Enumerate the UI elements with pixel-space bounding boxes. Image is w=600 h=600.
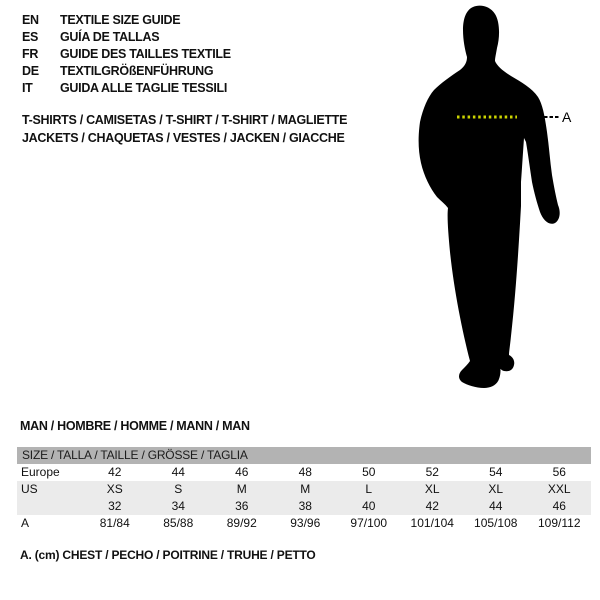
section-title-man: MAN / HOMBRE / HOMME / MANN / MAN [20, 419, 250, 433]
man-silhouette-shape [419, 6, 560, 388]
table-row-chest-a [17, 515, 591, 532]
measure-label-a: A [562, 109, 572, 125]
size-cell: 105/108 [474, 516, 518, 530]
size-cell: 85/88 [163, 516, 194, 530]
row-label [17, 498, 83, 515]
row-label: A [21, 516, 30, 530]
size-cell: 101/104 [410, 516, 454, 530]
size-cell: M [236, 482, 247, 496]
size-cell: 38 [298, 499, 312, 513]
language-row [22, 29, 231, 46]
row-label: Europe [21, 465, 60, 479]
size-cell: 32 [108, 499, 122, 513]
measure-footnote: A. (cm) CHEST / PECHO / POITRINE / TRUHE / PETTO [20, 548, 316, 562]
size-cell: 44 [171, 465, 185, 479]
language-label: TEXTILE SIZE GUIDE [60, 13, 181, 27]
category-tshirts: T-SHIRTS / CAMISETAS / T-SHIRT / T-SHIRT / MAGLIETTE [22, 113, 348, 127]
category-jackets: JACKETS / CHAQUETAS / VESTES / JACKEN / GIACCHE [22, 131, 345, 145]
language-code: IT [22, 81, 33, 95]
size-cell: XL [424, 482, 440, 496]
language-code: EN [22, 13, 39, 27]
size-cell: S [174, 482, 183, 496]
language-row [22, 12, 231, 29]
size-cell: 56 [552, 465, 566, 479]
table-row-numeric [17, 498, 591, 515]
size-cell: XXL [547, 482, 571, 496]
size-cell: 48 [298, 465, 312, 479]
size-cell: 46 [235, 465, 249, 479]
size-cell: 44 [489, 499, 503, 513]
size-cell: 109/112 [538, 516, 581, 530]
language-row [22, 63, 231, 80]
language-label: GUÍA DE TALLAS [60, 30, 160, 44]
size-cell: 97/100 [350, 516, 388, 530]
size-cell: 93/96 [290, 516, 321, 530]
language-label: TEXTILGRÖßENFÜHRUNG [60, 64, 214, 78]
size-cell: 42 [108, 465, 122, 479]
size-cell: L [365, 482, 373, 496]
category-list [22, 111, 347, 147]
size-cell: XL [488, 482, 504, 496]
size-table [17, 447, 591, 532]
language-list [22, 12, 231, 97]
size-cell: 46 [552, 499, 566, 513]
size-cell: 40 [362, 499, 376, 513]
language-code: FR [22, 47, 39, 61]
table-row-us [17, 481, 591, 498]
size-cell: 36 [235, 499, 249, 513]
size-cell: 34 [171, 499, 185, 513]
language-code: ES [22, 30, 39, 44]
table-row-europe [17, 464, 591, 481]
size-cell: 42 [425, 499, 439, 513]
size-cell: 81/84 [99, 516, 130, 530]
row-label: US [21, 482, 38, 496]
size-cell: 54 [489, 465, 503, 479]
size-cell: 50 [362, 465, 376, 479]
language-row [22, 46, 231, 63]
size-cell: 89/92 [226, 516, 257, 530]
language-row [22, 80, 231, 97]
size-cell: XS [106, 482, 123, 496]
size-cell: 52 [425, 465, 439, 479]
size-table-header: SIZE / TALLA / TAILLE / GRÖSSE / TAGLIA [17, 447, 591, 464]
language-label: GUIDE DES TAILLES TEXTILE [60, 47, 231, 61]
language-code: DE [22, 64, 39, 78]
language-label: GUIDA ALLE TAGLIE TESSILI [60, 81, 228, 95]
size-cell: M [300, 482, 311, 496]
